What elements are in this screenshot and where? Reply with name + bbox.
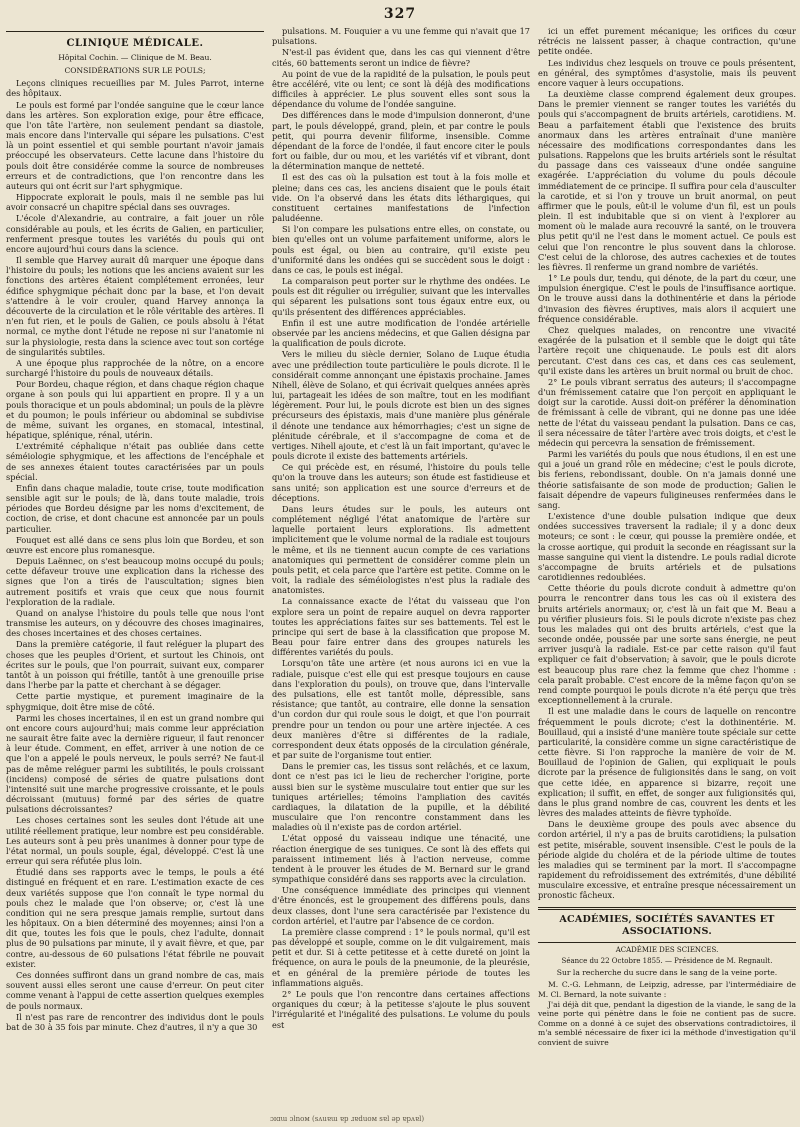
paragraph: Il est des cas où la pulsation est tout à la fois molle et pleine; dans ces cas, les anciens disaient que le pouls était vide. On l'a observé dans les états dits léthargiques, qui constituent certaines manifestations de l'infection paludéenne. — [272, 172, 530, 224]
column-2 — [272, 26, 530, 1116]
paragraph: Vers le milieu du siècle dernier, Solano de Luque étudia avec une prédilection toute particulière le pouls dicrote. Il le considérait comme annonçant une épistaxis prochaine. James Nihell, élève de Solano, et qui écrivait quelques années après lui, partageait les idées de son maître, tout en les modifiant légèrement. Pour lui, le pouls dicrote est bien un des signes précurseurs des épistaxis, mais d'une manière plus générale il dénote une tendance aux hémorrhagies; c'est un signe de plénitude cérébrale, et il s'accompagne de coma et de vertiges. Nihell ajoute, et c'est là un fait important, qu'avec le pouls dicrote il existe des battements artériels. — [272, 349, 530, 462]
paragraph: Il semble que Harvey aurait dû marquer une époque dans l'histoire du pouls; les notions que les anciens avaient sur les fonctions des artères étaient complétement erronées, leur édifice sphygmique péchait donc par la base, et l'on devait s'attendre à le voir crouler, quand Harvey annonça la découverte de la circulation et le rôle véritable des artères. Il n'en fut rien, et le pouls de Galien, ce pouls absolu à l'état normal, ce mythe dont l'étude ne repose ni sur l'anatomie ni sur la physiologie, resta dans la science avec tout son cortége de singularités subtiles. — [6, 255, 264, 357]
paragraph: Fouquet est allé dans ce sens plus loin que Bordeu, et son œuvre est encore plus romanesque. — [6, 534, 264, 555]
paragraph: pulsations. M. Fouquier a vu une femme qui n'avait que 17 pulsations. — [272, 26, 530, 47]
paragraph: Ces données suffiront dans un grand nombre de cas, mais souvent aussi elles seront une cause d'erreur. On peut citer comme venant à l'appui de cette assertion quelques exemples de pouls normaux. — [6, 969, 264, 1011]
paragraph: Il n'est pas rare de rencontrer des individus dont le pouls bat de 30 à 35 fois par minute. Chez d'autres, il n'y a que 30 — [6, 1011, 264, 1032]
paragraph: L'existence d'une double pulsation indique que deux ondées successives traversent la radiale; il y a donc deux moteurs; ce sont : le cœur, qui pousse la première ondée, et la crosse aortique, qui produit la seconde en réagissant sur la masse sanguine qui vient la distendre. Le pouls radial dicrote s'accompagne de bruits artériels et de pulsations carotidiennes redoublées. — [538, 511, 796, 583]
academy-name: ACADÉMIE DES SCIENCES. — [615, 946, 719, 955]
paragraph: Cette partie mystique, et purement imaginaire de la sphygmique, doit être mise de côté. — [6, 691, 264, 712]
paragraph: A une époque plus rapprochée de la nôtre, on a encore surchargé l'histoire du pouls de nouveaux détails. — [6, 357, 264, 379]
paragraph: Depuis Laënnec, on s'est beaucoup moins occupé du pouls; cette défaveur trouve une explication dans la richesse des signes que l'on a tirés de l'auscultation; signes bien autrement positifs et vrais que ceux que nous fournit l'exploration de la radiale. — [6, 556, 264, 607]
academy-body — [538, 980, 796, 1047]
article-title: CONSIDÉRATIONS SUR LE POULS; — [64, 65, 206, 75]
column-2-body — [272, 26, 530, 1030]
paragraph: Dans le deuxième groupe des pouls avec absence du cordon artériel, il n'y a pas de bruits carotidiens; la pulsation est petite, misérable, souvent insensible. C'est le pouls de la période algide du choléra et de la période ultime de toutes les maladies qui se terminent par la mort. Il s'accompagne rapidement du refroidissement des extrémités, d'une débilité musculaire excessive, et entraîne presque nécessairement un pronostic fâcheux. — [538, 819, 796, 901]
paragraph: La première classe comprend : 1° le pouls normal, qu'il est pas développé et souple, comme on le dit vulgairement, mais petit et dur. Si à cette petitesse et à cette dureté on joint la fréquence, on aura le pouls de la pneumonie, de la pleurésie, et en général de la première période de toutes les inflammations aiguës. — [272, 926, 530, 988]
paragraph: Quand on analyse l'histoire du pouls telle que nous l'ont transmise les auteurs, on y découvre des choses imaginaires, des choses incertaines et des choses certaines. — [6, 607, 264, 639]
paragraph: Dans le premier cas, les tissus sont relâchés, et ce laxum, dont ce n'est pas ici le lieu de rechercher l'origine, porte aussi bien sur le système musculaire tout entier que sur les tuniques artérielles; témoins l'ampliation des cavités cardiaques, la dilatation de la pupille, et la débilité musculaire que l'on rencontre constamment dans les maladies où il n'existe pas de cordon artériel. — [272, 761, 530, 833]
page-number: 327 — [383, 6, 417, 22]
academy-section-title: ACADÉMIES, SOCIÉTÉS SAVANTES ET ASSOCIATIONS. — [559, 913, 775, 937]
paragraph: ici un effet purement mécanique; les orifices du cœur rétrécis ne laissent passer, à chaque contraction, qu'une petite ondée. — [538, 26, 796, 57]
paragraph: 2° Le pouls vibrant serratus des auteurs; il s'accompagne d'un frémissement cataire que l'on perçoit en appliquant le doigt sur la carotide. Aussi doit-on préférer la dénomination de frémissant à celle de vibrant, qui ne donne pas une idée nette de l'état du vaisseau pendant la pulsation. Dans ce cas, il sera nécessaire de tâter l'artère avec trois doigts, et c'est le médecin qui percevra la sensation de frémissement. — [538, 376, 796, 448]
paragraph: Chez quelques malades, on rencontre une vivacité exagérée de la pulsation et il semble que le doigt qui tâte l'artère reçoit une chiquenaude. Le pouls est dit alors percutant. C'est dans ces cas, et dans ces cas seulement, qu'il existe dans les artères un bruit normal ou bruit de choc. — [538, 324, 796, 376]
paragraph: Parmi les choses incertaines, il en est un grand nombre qui ont encore cours aujourd'hui; mais comme leur appréciation ne saurait être faite avec la dernière rigueur, il faut renoncer à leur étude. Comment, en effet, arriver à une notion de ce que l'on a appelé le pouls nerveux, le pouls serré? Ne faut-il pas de même reléguer parmi les subtilités, le pouls croissant (incidens) composé de séries de quatre pulsations dont l'intensité suit une marche progressive croissante, et le pouls décroissant (mutuus) formé par des séries de quatre pulsations décroissantes? — [6, 712, 264, 815]
section-title: CLINIQUE MÉDICALE. — [66, 38, 204, 49]
paragraph: Dans la première catégorie, il faut reléguer la plupart des choses que les peuples d'Orient, et surtout les Chinois, ont écrites sur le pouls, que l'on pourrait, suivant eux, comparer tantôt à un poisson qui frétille, tantôt à une grenouille prise dans l'herbe par la patte et cherchant à se dégager. — [6, 639, 264, 691]
paragraph: 1° Le pouls dur, tendu, qui dénote, de la part du cœur, une impulsion énergique. C'est le pouls de l'insuffisance aortique. On le trouve aussi dans la dothinentérie et dans la période d'invasion des fièvres éruptives, mais alors il acquiert une fréquence considérable. — [538, 273, 796, 324]
paragraph: Étudié dans ses rapports avec le temps, le pouls a été distingué en fréquent et en rare. L'estimation exacte de ces deux variétés suppose que l'on connaît le type normal du pouls chez le malade que l'on observe; or, c'est là une condition qui ne sera presque jamais remplie, surtout dans les hôpitaux. On a bien déterminé des moyennes; ainsi l'on a dit que, toutes les fois que le pouls, chez l'adulte, donnait plus de 90 pulsations par minute, il y avait fièvre, et que, par contre, au-dessous de 60 pulsations l'état fébrile ne pouvait exister. — [6, 867, 264, 969]
column-3-body — [538, 26, 796, 901]
paragraph: Parmi les variétés du pouls que nous étudions, il en est une qui a joué un grand rôle en médecine; c'est le pouls dicrote, bis feriens, rebondissant, double. On n'a jamais donné une théorie satisfaisante de son mode de production; Galien le faisait dépendre de vapeurs fuligineuses renfermées dans le sang. — [538, 449, 796, 510]
paragraph: Le pouls est formé par l'ondée sanguine que le cœur lance dans les artères. Son exploration exige, pour être efficace, que l'on tâte l'artère, non seulement pendant sa diastole, mais encore dans l'intervalle qui sépare les pulsations. C'est là un point essentiel et qui semble pourtant n'avoir jamais préoccupé les observateurs. Cette lacune dans l'histoire du pouls doit être considérée comme la source de nombreuses erreurs et de contradictions, que l'on rencontre dans les auteurs qui ont écrit sur l'art sphygmique. — [6, 99, 264, 191]
paragraph: Si l'on compare les pulsations entre elles, on constate, ou bien qu'elles ont un volume parfaitement uniforme, alors le pouls est égal, ou bien au contraire, qu'il existe peu d'uniformité dans les ondées qui se succèdent sous le doigt : dans ce cas, le pouls est inégal. — [272, 224, 530, 275]
paragraph: Au point de vue de la rapidité de la pulsation, le pouls peut être accéléré, vite ou lent; ce sont là déjà des modifications difficiles à apprécier. Le plus souvent elles sont sous la dépendance du volume de l'ondée sanguine. — [272, 68, 530, 110]
paragraph: Hippocrate explorait le pouls, mais il ne semble pas lui avoir consacré un chapitre spécial dans ses ouvrages. — [6, 192, 264, 213]
session-line: Séance du 22 Octobre 1855. — Présidence de M. Regnault. — [561, 957, 773, 966]
paragraph: 2° Le pouls que l'on rencontre dans certaines affections organiques du cœur; à la petitesse s'ajoute le plus souvent l'irrégularité et l'inégalité des pulsations. Le volume du pouls est — [272, 988, 530, 1030]
paragraph: La comparaison peut porter sur le rhythme des ondées. Le pouls est dit régulier ou irrégulier, suivant que les intervalles qui séparent les pulsations sont tous égaux entre eux, ou qu'ils présentent des différences appréciables. — [272, 276, 530, 317]
paragraph: Enfin dans chaque maladie, toute crise, toute modification sensible agit sur le pouls; de là, dans toute maladie, trois périodes que Bordeu désigne par les noms d'excitement, de coction, de crise, et dont chacune est annoncée par un pouls particulier. — [6, 482, 264, 534]
paragraph: Enfin il est une autre modification de l'ondée artérielle observée par les anciens médecins, et que Galien désigna par la qualification de pouls dicrote. — [272, 317, 530, 349]
paragraph: L'école d'Alexandrie, au contraire, a fait jouer un rôle considérable au pouls, et les écrits de Galien, en particulier, renferment presque toutes les variétés du pouls qui ont encore aujourd'hui cours dans la science. — [6, 213, 264, 254]
academy-article-title: Sur la recherche du sucre dans le sang de la veine porte. — [556, 967, 778, 977]
paragraph: Les individus chez lesquels on trouve ce pouls présentent, en général, des symptômes d'asystolie, mais ils peuvent encore vaquer à leurs occupations. — [538, 57, 796, 88]
paragraph: M. C.-G. Lehmann, de Leipzig, adresse, par l'intermédiaire de M. Cl. Bernard, la note suivante : — [538, 980, 796, 999]
paragraph: Une conséquence immédiate des principes qui viennent d'être énoncés, est le groupement des différens pouls, dans deux classes, dont l'une sera caractérisée par l'existence du cordon artériel, et l'autre par l'absence de ce cordon. — [272, 885, 530, 926]
paragraph: Ce qui précède est, en résumé, l'histoire du pouls telle qu'on la trouve dans les auteurs; son étude est fastidieuse et sans unité; son application est une source d'erreurs et de déceptions. — [272, 462, 530, 503]
column-3 — [538, 26, 796, 1116]
paragraph: La deuxième classe comprend également deux groupes. Dans le premier viennent se ranger toutes les variétés du pouls qui s'accompagnent de bruits artériels, carotidiens. M. Beau a parfaitement établi que l'existence des bruits anormaux dans les artères entraînait d'une manière nécessaire des modifications correspondantes dans les pulsations. Rappelons que les bruits artériels sont le résultat du passage dans ces vaisseaux d'une ondée sanguine exagérée. L'appréciation du volume du pouls découle immédiatement de ce principe. Il suffira pour cela d'ausculter la carotide, et si l'on y trouve un bruit anormal, on peut affirmer que le pouls, eût-il le volume d'un fil, est un pouls plein. Il est indubitable que si on vient à l'explorer au moment où le malade aura recouvré la santé, on le trouvera plus petit qu'il ne l'est dans le moment actuel. Ce pouls est celui que l'on rencontre le plus souvent dans la chlorose. C'est celui de la chlorose, des autres cachexies et de toutes les fièvres. Il renferme un grand nombre de variétés. — [538, 89, 796, 272]
paragraph: L'extrémité céphalique n'était pas oubliée dans cette séméiologie sphygmique, et les affections de l'encéphale et de ses annexes étaient toutes caractérisées par un pouls spécial. — [6, 441, 264, 482]
paragraph: Lorsqu'on tâte une artère (et nous aurons ici en vue la radiale, puisque c'est elle qui est presque toujours en cause dans l'exploration du pouls), on trouve que, dans l'intervalle des pulsations, elle est tantôt molle, dépressible, sans résistance; que tantôt, au contraire, elle donne la sensation d'un cordon dur qui roule sous le doigt, et que l'on pourrait prendre pour un tendon ou pour une artère injectée. A ces deux manières d'être si différentes de la radiale, correspondent deux états opposés de la circulation générale, et par suite de l'organisme tout entier. — [272, 658, 530, 761]
hospital-line: Hôpital Cochin. — Clinique de M. Beau. — [58, 53, 212, 63]
paragraph: La connaissance exacte de l'état du vaisseau que l'on explore sera un point de repaire auquel on devra rapporter toutes les appréciations faites sur ses battements. Tel est le principe qui sert de base à la classification que propose M. Beau pour faire entrer dans des groupes naturels les différentes variétés du pouls. — [272, 596, 530, 658]
column-1-body — [6, 100, 264, 1032]
column-1 — [6, 26, 264, 1116]
paragraph: Des différences dans le mode d'impulsion donneront, d'une part, le pouls développé, grand, plein, et par contre le pouls petit, qui pourra devenir filiforme, insensible. Comme dépendant de la force de l'ondée, il faut encore citer le pouls fort ou faible, dur ou mou, et les variétés vif et vibrant, dont la détermination manque de netteté. — [272, 110, 530, 172]
paragraph: N'est-il pas évident que, dans les cas qui viennent d'être cités, 60 battements seront un indice de fièvre? — [272, 47, 530, 68]
paragraph: Dans leurs études sur le pouls, les auteurs ont complétement négligé l'état anatomique de l'artère sur laquelle portaient leurs explorations. Ils admettent implicitement que le volume normal de la radiale est toujours le même, et ils ne tiennent aucun compte de ces variations anatomiques qui permettent de considérer comme plein un pouls petit, et cela parce que l'artère est petite. Comme on le voit, la radiale des séméiologistes n'est plus la radiale des anatomistes. — [272, 503, 530, 596]
paragraph: Il est une maladie dans le cours de laquelle on rencontre fréquemment le pouls dicrote; c'est la dothinentérie. M. Bouillaud, qui a insisté d'une manière toute spéciale sur cette particularité, la considère comme un signe caractéristique de cette fièvre. Si l'on rapproche la manière de voir de M. Bouillaud de l'opinion de Galien, qui expliquait le pouls dicrote par la présence de fuligionsités dans le sang, on voit que cette idée, en apparence si bizarre, reçoit une explication; il suffit, en effet, de songer aux fuligionsités qui, dans le plus grand nombre de cas, couvrent les dents et les lèvres des malades atteints de fièvre typhoïde. — [538, 706, 796, 819]
footer-mark: ɔɪɑɯ ɔlnoᴍ (sʌuɐɯ ɐp ɹɐduoᴍ sɐl ǝp ɐpʌɐl) — [270, 1115, 425, 1123]
lecture-byline: Leçons cliniques recueillies par M. Jules Parrot, interne des hôpitaux. — [6, 78, 264, 99]
paragraph: Cette théorie du pouls dicrote conduit à admettre qu'on pourra le rencontrer dans tous les cas où il existera des bruits artériels anormaux; or, c'est là un fait que M. Beau a pu vérifier plusieurs fois. Si le pouls dicrote n'existe pas chez tous les malades qui ont des bruits artériels, c'est que la seconde ondée, poussée par une sorte sans énergie, ne peut arriver jusqu'à la radiale. Est-ce par cette raison qu'il faut expliquer ce fait d'observation; à savoir, que le pouls dicrote est beaucoup plus rare chez la femme que chez l'homme : cela paraît probable. C'est encore de la même façon qu'on se rend compte pourquoi le pouls dicrote n'a été perçu que très exceptionnellement à la crurale. — [538, 583, 796, 706]
divider — [538, 942, 796, 943]
paragraph: L'état opposé du vaisseau indique une ténacité, une réaction énergique de ses tuniques. Ce sont là des effets qui paraissent intimement liés à l'action nerveuse, comme tendent à le prouver les études de M. Bernard sur le grand sympathique considéré dans ses rapports avec la circulation. — [272, 833, 530, 885]
paragraph: Pour Bordeu, chaque région, et dans chaque région chaque organe à son pouls qui lui appartient en propre. Il y a un pouls thoracique et un pouls abdominal; un pouls de la plèvre et du poumon; le pouls inférieur ou abdominal se subdivise de même, suivant les organes, en stomacal, intestinal, hépatique, splénique, rénal, utérin. — [6, 379, 264, 441]
divider — [6, 31, 264, 32]
divider — [538, 907, 796, 910]
paragraph: Les choses certaines sont les seules dont l'étude ait une utilité réellement pratique, leur nombre est peu considérable. Les auteurs sont à peu près unanimes à donner pour type de l'état normal, un pouls souple, égal, développé. C'est là une erreur qui sera réfutée plus loin. — [6, 815, 264, 867]
paragraph: J'ai déjà dit que, pendant la digestion de la viande, le sang de la veine porte qui pénètre dans le foie ne contient pas de sucre. Comme on a donné à ce sujet des observations contradictoires, il m'a semblé nécessaire de fixer ici la méthode d'investigation qu'il convient de suivre — [538, 999, 796, 1047]
